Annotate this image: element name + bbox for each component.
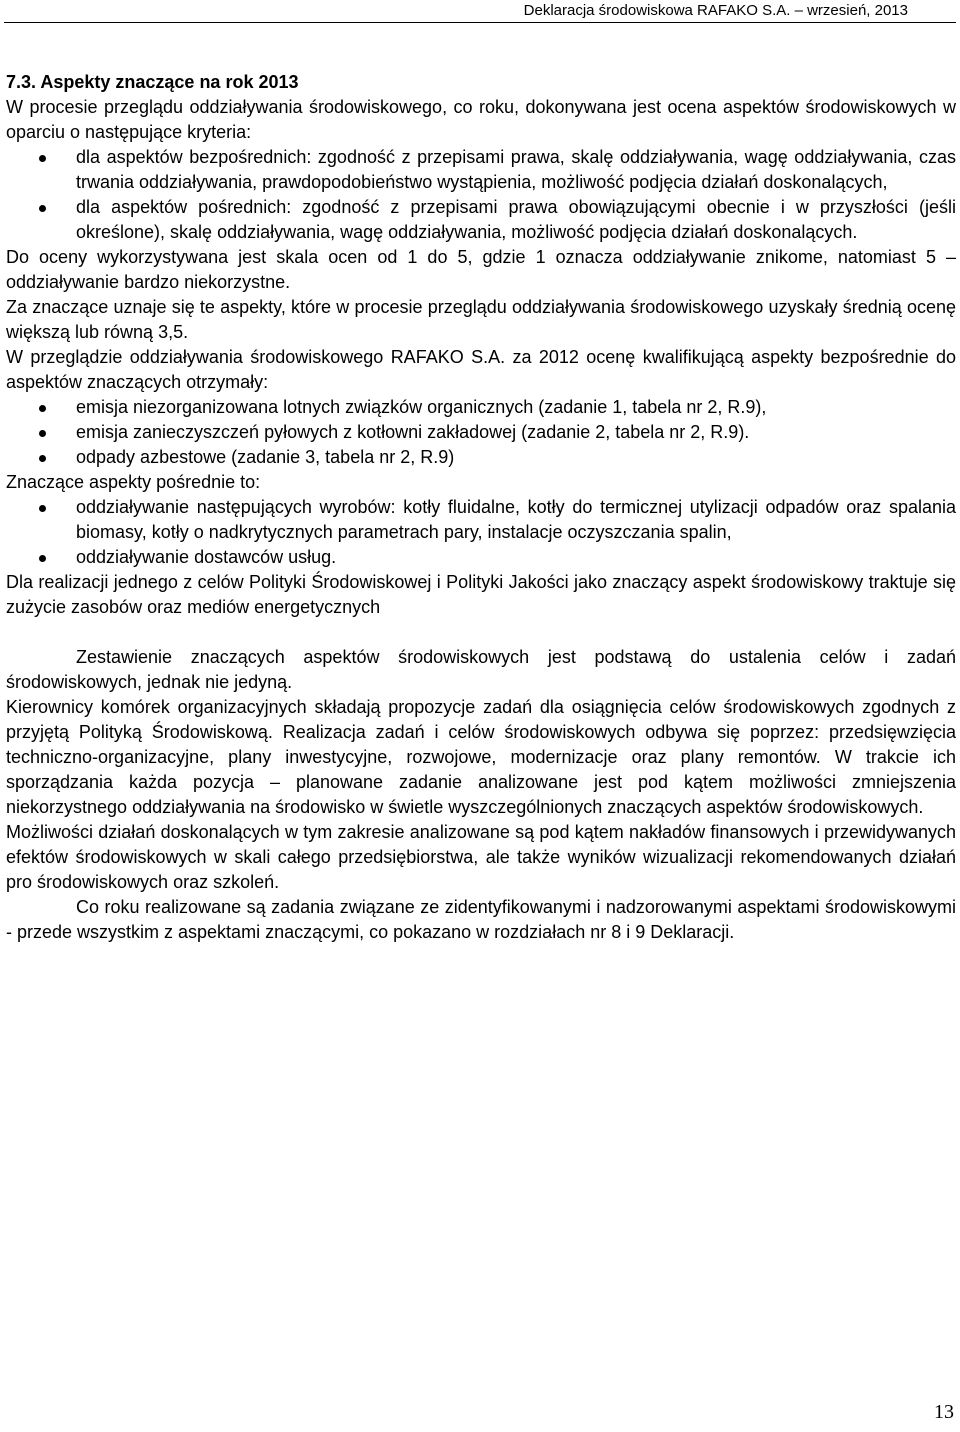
indirect-aspects-list: [6, 495, 956, 570]
bullet-icon: [39, 555, 46, 562]
bullet-icon: [39, 405, 46, 412]
indirect-aspects-intro: Znaczące aspekty pośrednie to:: [6, 472, 261, 492]
document-body: [6, 70, 956, 945]
direct-aspects-list: [6, 395, 956, 470]
blank-line: [6, 620, 956, 645]
indirect-aspect-text: oddziaływanie dostawców usług.: [76, 547, 337, 567]
criteria-list: [6, 145, 956, 245]
direct-aspects-intro: W przeglądzie oddziaływania środowiskowego RAFAKO S.A. za 2012 ocenę kwalifikującą aspekty bezpośrednie do aspektów znaczących otrzymały:: [6, 347, 956, 392]
yearly-tasks-paragraph: Co roku realizowane są zadania związane ze zidentyfikowanymi i nadzorowanymi aspektami środowiskowymi - przede wszystkim z aspektami znaczącymi, co pokazano w rozdziałach nr 8 i 9 Deklaracji.: [6, 897, 956, 942]
bullet-icon: [39, 430, 46, 437]
indirect-aspect-item: [6, 545, 956, 570]
criteria-list-item: [6, 195, 956, 245]
intro-paragraph: W procesie przeglądu oddziaływania środowiskowego, co roku, dokonywana jest ocena aspektów środowiskowych w oparciu o następujące kryteria:: [6, 97, 956, 142]
direct-aspect-text: odpady azbestowe (zadanie 3, tabela nr 2, R.9): [76, 447, 455, 467]
bullet-icon: [39, 455, 46, 462]
page-number: 13: [934, 1401, 954, 1423]
section-title: 7.3. Aspekty znaczące na rok 2013: [6, 72, 299, 92]
criteria-text: dla aspektów pośrednich: zgodność z przepisami prawa obowiązującymi obecnie i w przyszłości (jeśli określone), skalę oddziaływania, wagę oddziaływania, możliwość podjęcia działań doskonalących.: [76, 197, 956, 242]
summary-paragraph: Zestawienie znaczących aspektów środowiskowych jest podstawą do ustalenia celów i zadań środowiskowych, jednak nie jedyną.: [6, 647, 956, 692]
bullet-icon: [39, 155, 46, 162]
possibilities-paragraph: Możliwości działań doskonalących w tym zakresie analizowane są pod kątem nakładów finansowych i przewidywanych efektów środowiskowych w skali całego przedsiębiorstwa, ale także wyników wizualizacji rekomendowanych działań pro środowiskowych oraz szkoleń.: [6, 822, 956, 892]
threshold-paragraph: Za znaczące uznaje się te aspekty, które w procesie przeglądu oddziaływania środowiskowego uzyskały średnią ocenę większą lub równą 3,5.: [6, 297, 956, 342]
criteria-list-item: [6, 145, 956, 195]
running-header: Deklaracja środowiskowa RAFAKO S.A. – wrzesień, 2013: [523, 2, 908, 19]
criteria-text: dla aspektów bezpośrednich: zgodność z przepisami prawa, skalę oddziaływania, wagę oddziaływania, czas trwania oddziaływania, prawdopodobieństwo wystąpienia, możliwość podjęcia działań doskonalących,: [76, 147, 956, 192]
bullet-icon: [39, 505, 46, 512]
direct-aspect-item: [6, 445, 956, 470]
managers-paragraph: Kierownicy komórek organizacyjnych składają propozycje zadań dla osiągnięcia celów środowiskowych zgodnych z przyjętą Polityką Środowiskową. Realizacja zadań i celów środowiskowych odbywa się poprzez: przedsięwzięcia techniczno-organizacyjne, plany inwestycyjne, rozwojowe, modernizacje oraz plany remontów. W trakcie ich sporządzania każda pozycja – planowane zadanie analizowane jest pod kątem możliwości zmniejszenia niekorzystnego oddziaływania na środowisko w świetle wyszczególnionych znaczących aspektów środowiskowych.: [6, 697, 956, 817]
indirect-aspect-text: oddziaływanie następujących wyrobów: kotły fluidalne, kotły do termicznej utylizacji odpadów oraz spalania biomasy, kotły o nadkrytycznych parametrach pary, instalacje oczyszczania spalin,: [76, 497, 956, 542]
header-divider: [4, 22, 956, 23]
scale-paragraph: Do oceny wykorzystywana jest skala ocen od 1 do 5, gdzie 1 oznacza oddziaływanie znikome, natomiast 5 – oddziaływanie bardzo niekorzystne.: [6, 247, 956, 292]
direct-aspect-text: emisja zanieczyszczeń pyłowych z kotłowni zakładowej (zadanie 2, tabela nr 2, R.9).: [76, 422, 750, 442]
indirect-aspect-item: [6, 495, 956, 545]
direct-aspect-text: emisja niezorganizowana lotnych związków organicznych (zadanie 1, tabela nr 2, R.9),: [76, 397, 767, 417]
bullet-icon: [39, 205, 46, 212]
policy-paragraph: Dla realizacji jednego z celów Polityki Środowiskowej i Polityki Jakości jako znaczący aspekt środowiskowy traktuje się zużycie zasobów oraz mediów energetycznych: [6, 572, 956, 617]
direct-aspect-item: [6, 395, 956, 420]
direct-aspect-item: [6, 420, 956, 445]
